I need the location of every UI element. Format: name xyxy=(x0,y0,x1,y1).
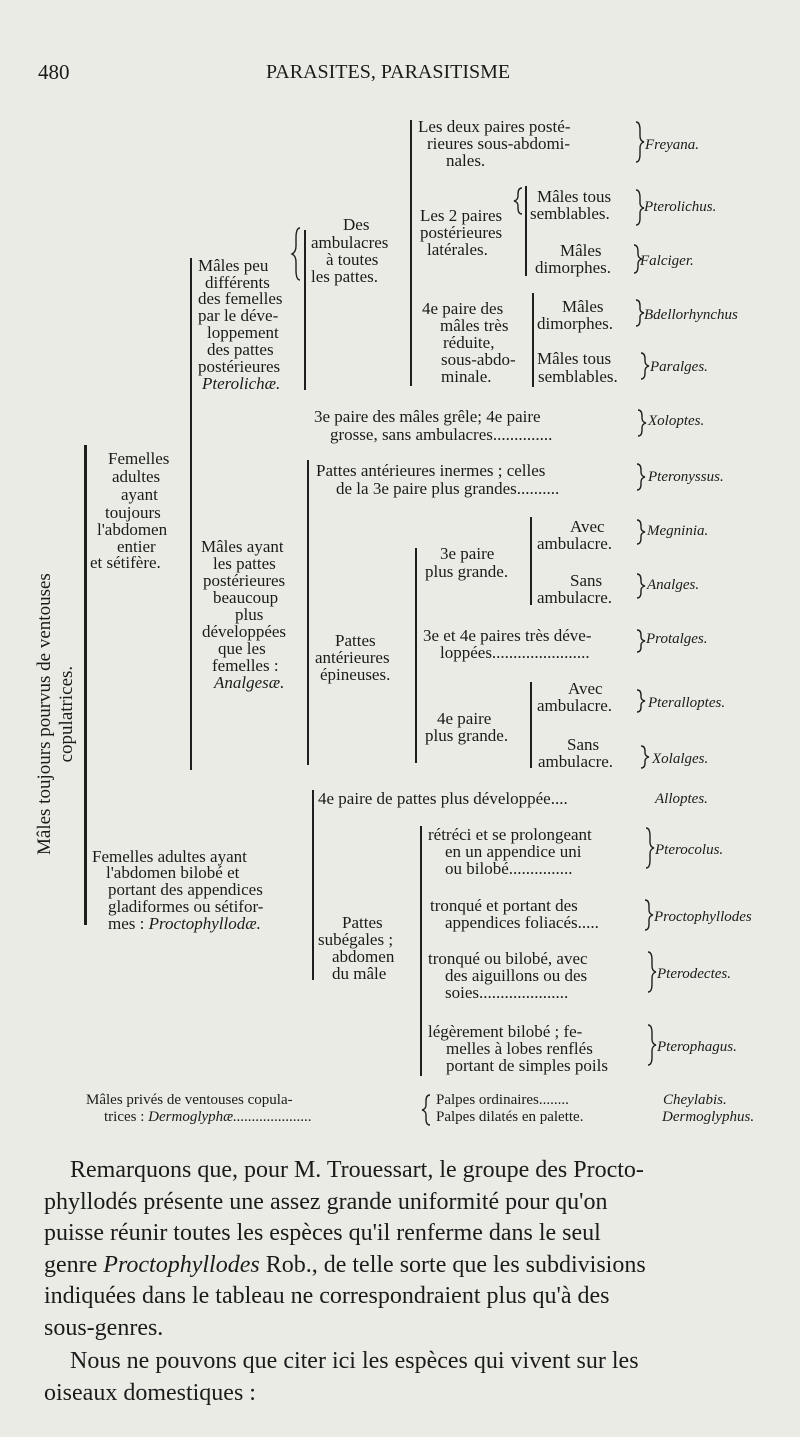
genus-pteronyssus: Pteronyssus. xyxy=(648,469,724,485)
amb-line-1: Des xyxy=(343,215,370,234)
genus-pterodectes: Pterodectes. xyxy=(657,966,731,982)
r4-line-1: 3e paire des mâles grêle; 4e paire xyxy=(314,407,541,426)
genus-analges: Analges. xyxy=(647,577,700,593)
m1-line-1: Mâles peu xyxy=(198,256,269,275)
p3a-line-1: Avec xyxy=(570,517,605,536)
r1-line-2: rieures sous-abdomi- xyxy=(427,134,571,153)
m2-line-8: femelles : xyxy=(212,656,279,675)
r3b-line-2: semblables. xyxy=(538,367,618,386)
sub-line-4: du mâle xyxy=(332,964,387,983)
m1-line-7: postérieures xyxy=(198,357,281,376)
m2-line-5: plus xyxy=(235,605,264,624)
p1-line-4 xyxy=(44,1250,784,1282)
r2-line-2: postérieures xyxy=(420,223,503,242)
p1-line-4b: Rob., de telle sorte que les subdivisions xyxy=(259,1251,646,1278)
r3a-line-1: Mâles xyxy=(562,297,604,316)
amb-line-4: les pattes. xyxy=(311,267,379,286)
p3-line-2: plus grande. xyxy=(425,562,509,581)
f1-line-6: entier xyxy=(117,537,156,556)
s4-line-2: melles à lobes renflés xyxy=(446,1039,593,1058)
genus-xoloptes: Xoloptes. xyxy=(648,413,705,429)
genus-pterolichus: Pterolichus. xyxy=(644,199,717,215)
p1-line-1: Remarquons que, pour M. Trouessart, le groupe des Procto- xyxy=(70,1157,644,1183)
s4-line-1: légèrement bilobé ; fe- xyxy=(428,1022,583,1041)
ant-line-1: Pattes xyxy=(335,631,376,650)
r1-line-3: nales. xyxy=(446,151,486,170)
p4a-line-2: ambulacre. xyxy=(537,696,613,715)
s3-line-2: des aiguillons ou des xyxy=(445,966,588,985)
r2b-line-2: dimorphes. xyxy=(535,258,612,277)
genus-pterocolus: Pterocolus. xyxy=(655,842,724,858)
amb-line-2: ambulacres xyxy=(311,233,389,252)
r3-line-3: réduite, xyxy=(443,333,495,352)
f2-line-2: l'abdomen bilobé et xyxy=(106,863,240,882)
f1-line-4: toujours xyxy=(105,503,161,522)
m1-line-8: Pterolichæ. xyxy=(202,374,281,393)
r3-line-1: 4e paire des xyxy=(422,299,504,318)
p4-line-2: plus grande. xyxy=(425,726,509,745)
p1-line-6: sous-genres. xyxy=(44,1314,164,1341)
genus-protalges: Protalges. xyxy=(646,631,708,647)
p1-line-5: indiquées dans le tableau ne correspondraient plus qu'à des xyxy=(44,1283,610,1309)
derm-a: Palpes ordinaires........ xyxy=(436,1092,569,1108)
m2-line-2: les pattes xyxy=(213,554,276,573)
r3-line-2: mâles très xyxy=(440,316,509,335)
p34-line-2: loppées....................... xyxy=(440,643,590,662)
f2-line-4: gladiformes ou sétifor- xyxy=(108,897,264,916)
genus-pterophagus: Pterophagus. xyxy=(657,1039,737,1055)
running-title: PARASITES, PARASITISME xyxy=(266,61,511,83)
s1-line-3: ou bilobé............... xyxy=(445,859,573,878)
r1-line-1: Les deux paires posté- xyxy=(418,117,571,136)
left-label-line-1: Mâles toujours pourvus de ventouses xyxy=(34,573,55,855)
genus-bdellorhynchus: Bdellorhynchus xyxy=(644,307,738,323)
r5-line-1: Pattes antérieures inermes ; celles xyxy=(316,461,546,480)
s3-line-3: soies..................... xyxy=(445,983,569,1002)
derm-line-2-text: trices : xyxy=(104,1109,145,1125)
m1-line-5: loppement xyxy=(207,323,279,342)
p2-line-2: oiseaux domestiques : xyxy=(44,1379,256,1406)
m2-line-6: développées xyxy=(202,622,287,641)
genus-megninia: Megninia. xyxy=(647,523,709,539)
m2-line-4: beaucoup xyxy=(213,588,279,607)
f1-line-2: adultes xyxy=(112,467,161,486)
p4a-line-1: Avec xyxy=(568,679,603,698)
genus-falciger: Falciger. xyxy=(640,253,694,269)
s2-line-1: tronqué et portant des xyxy=(430,896,578,915)
p2-line-1: Nous ne pouvons que citer ici les espèces qui vivent sur les xyxy=(70,1348,639,1374)
f1-line-5: l'abdomen xyxy=(97,520,168,539)
m1-line-2: différents xyxy=(205,273,270,292)
amb-line-3: à toutes xyxy=(326,250,379,269)
r2a-line-1: Mâles tous xyxy=(537,187,612,206)
r5-line-2: de la 3e paire plus grandes.......... xyxy=(336,479,560,498)
p4b-line-1: Sans xyxy=(567,735,600,754)
r3-line-4: sous-abdo- xyxy=(441,350,516,369)
r2-line-3: latérales. xyxy=(427,240,488,259)
left-label-line-2: copulatrices. xyxy=(55,665,77,763)
p4-line-1: 4e paire xyxy=(437,709,492,728)
m2-line-7: que les xyxy=(218,639,266,658)
p3b-line-1: Sans xyxy=(570,571,603,590)
s3-line-1: tronqué ou bilobé, avec xyxy=(428,949,588,968)
genus-paralges: Paralges. xyxy=(650,359,708,375)
p3-line-1: 3e paire xyxy=(440,544,495,563)
m2-line-1: Mâles ayant xyxy=(201,537,284,556)
p1-line-4a: genre xyxy=(44,1251,104,1278)
q1-line-1: 4e paire de pattes plus développée.... xyxy=(318,789,568,808)
f2-line-5-text: mes : xyxy=(108,914,145,933)
derm-b: Palpes dilatés en palette. xyxy=(436,1109,584,1125)
s1-line-2: en un appendice uni xyxy=(445,842,582,861)
r3-line-5: minale. xyxy=(441,367,492,386)
genus-proctophyllodes: Proctophyllodes xyxy=(654,909,752,925)
sub-line-3: abdomen xyxy=(332,947,395,966)
m2-line-3: postérieures xyxy=(203,571,286,590)
m2-line-9: Analgesæ. xyxy=(214,673,285,692)
r2-line-1: Les 2 paires xyxy=(420,206,503,225)
page-number: 480 xyxy=(38,60,70,84)
genus-cheylabis: Cheylabis. xyxy=(663,1092,727,1108)
genus-pteralloptes: Pteralloptes. xyxy=(648,695,726,711)
s2-line-2: appendices foliacés..... xyxy=(445,913,599,932)
m1-line-4: par le déve- xyxy=(198,306,279,325)
p3b-line-2: ambulacre. xyxy=(537,588,613,607)
p1-line-3: puisse réunir toutes les espèces qu'il renferme dans le seul xyxy=(44,1220,601,1246)
r2b-line-1: Mâles xyxy=(560,241,602,260)
derm-line-1: Mâles privés de ventouses copula- xyxy=(86,1092,293,1108)
ant-line-2: antérieures xyxy=(315,648,390,667)
p3a-line-2: ambulacre. xyxy=(537,534,613,553)
s1-line-1: rétréci et se prolongeant xyxy=(428,825,592,844)
m1-line-6: des pattes xyxy=(207,340,274,359)
r3b-line-1: Mâles tous xyxy=(537,349,612,368)
family-dermoglyphae: Dermoglyphæ..................... xyxy=(148,1109,312,1125)
f1-line-3: ayant xyxy=(121,485,158,504)
r2a-line-2: semblables. xyxy=(530,204,610,223)
p1-line-2: phyllodés présente une assez grande uniformité pour qu'on xyxy=(44,1188,608,1215)
f1-line-7: et sétifère. xyxy=(90,553,161,572)
paragraph-2 xyxy=(44,1346,784,1409)
ant-line-3: épineuses. xyxy=(320,665,391,684)
p4b-line-2: ambulacre. xyxy=(538,752,614,771)
p34-line-1: 3e et 4e paires très déve- xyxy=(423,626,592,645)
genus-alloptes: Alloptes. xyxy=(655,791,708,807)
f2-family-proctophyllodae: Proctophyllodæ. xyxy=(148,914,261,933)
m1-line-3: des femelles xyxy=(198,289,283,308)
r3a-line-2: dimorphes. xyxy=(537,314,614,333)
r4-line-2: grosse, sans ambulacres.............. xyxy=(330,425,553,444)
genus-xolalges: Xolalges. xyxy=(652,751,709,767)
sub-line-1: Pattes xyxy=(342,913,383,932)
genus-freyana: Freyana. xyxy=(645,137,700,153)
genus-proctophyllodes-text: Proctophyllodes xyxy=(103,1251,260,1278)
f2-line-1: Femelles adultes ayant xyxy=(92,847,247,866)
s4-line-3: portant de simples poils xyxy=(446,1056,608,1075)
paragraph-1 xyxy=(44,1155,784,1344)
f2-line-3: portant des appendices xyxy=(108,880,263,899)
genus-dermoglyphus: Dermoglyphus. xyxy=(662,1109,755,1125)
sub-line-2: subégales ; xyxy=(318,930,394,949)
f1-line-1: Femelles xyxy=(108,449,170,468)
